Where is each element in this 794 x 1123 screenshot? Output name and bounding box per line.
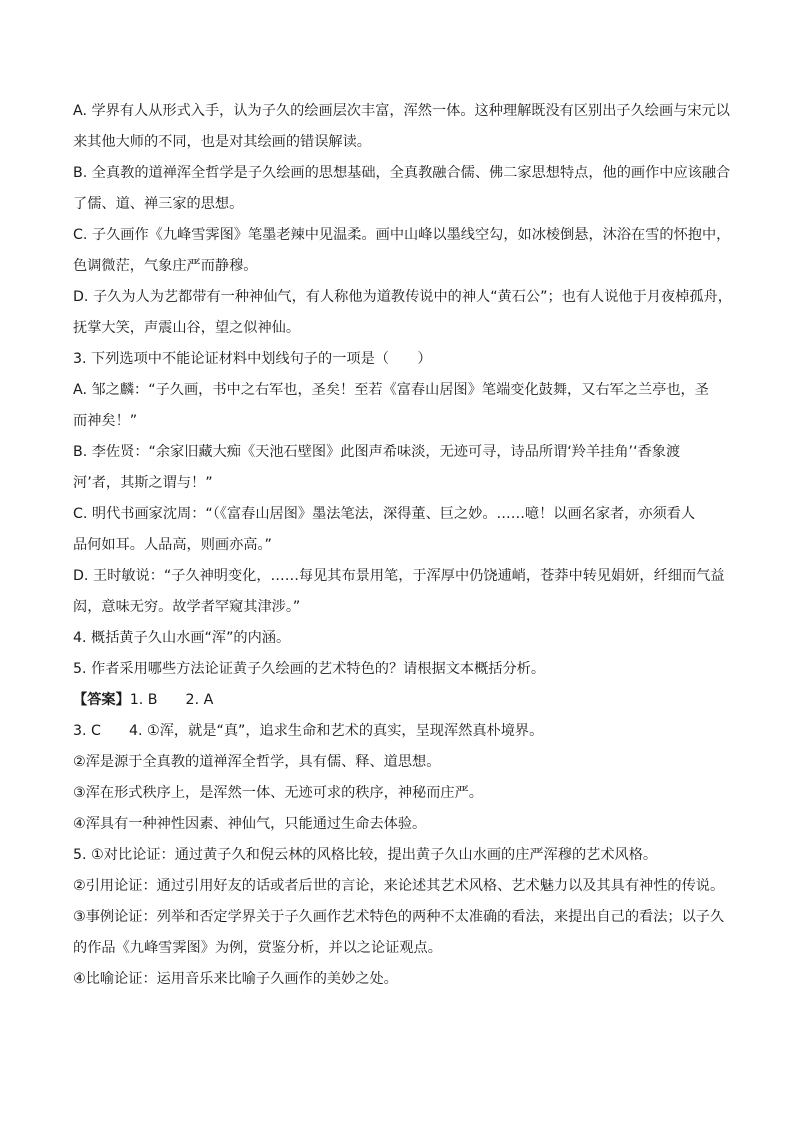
q3-option-b-line-1: B. 李佐贤：“余家旧藏大痴《天池石壁图》此图声希味淡，无迹可寻，诗品所谓‘羚羊挂角’‘香象渡 [73,444,681,460]
q3-option-d-line-1: D. 王时敏说：“子久神明变化，……每见其布景用笔，于浑厚中仍饶逋峭，苍莽中转见娟妍，纤细而气益 [73,568,725,584]
question-4: 4. 概括黄子久山水画“浑”的内涵。 [73,630,291,646]
answer-line: ④比喻论证：运用音乐来比喻子久画作的美妙之处。 [73,971,398,987]
answer-label: 【答案】 [73,692,130,708]
q3-option-a-line-2: 而神矣！” [73,413,138,429]
document-page [73,96,732,995]
answer-line: ③浑在形式秩序上，是浑然一体、无迹可求的秩序，神秘而庄严。 [73,785,483,801]
answer-line: ④浑具有一种神性因素、神仙气，只能通过生命去体验。 [73,816,427,832]
answer-q4-first: 4. ①浑，就是“真”，追求生命和艺术的真实，呈现浑然真朴境界。 [128,723,544,739]
option-b-line-2: 了儒、道、禅三家的思想。 [73,196,244,212]
q3-option-a-line-1: A. 邹之麟：“子久画，书中之右军也，圣矣！至若《富春山居图》笔端变化鼓舞，又右军之兰亭也，圣 [73,382,709,398]
option-d-line-1: D. 子久为人为艺都带有一种神仙气，有人称他为道教传说中的神人“黄石公”；也有人说他于月夜棹孤舟， [73,289,732,305]
answer-q1: 1. B [129,692,158,708]
q3-option-c-line-1: C. 明代书画家沈周：“（《富春山居图》墨法笔法，深得董、巨之妙。……噫！以画名家者，亦须看人 [73,506,696,522]
answer-line: ③事例论证：列举和否定学界关于子久画作艺术特色的两种不太准确的看法，来提出自己的看法；以子久 [73,909,725,925]
answer-line: 的作品《九峰雪霁图》为例，赏鉴分析，并以之论证观点。 [73,940,442,956]
answer-row-2 [73,716,725,747]
answer-q3: 3. C [73,723,101,739]
q3-option-c-line-2: 品何如耳。人品高，则画亦高。” [73,537,272,553]
option-a-line-1: A. 学界有人从形式入手，认为子久的绘画层次丰富，浑然一体。这种理解既没有区别出子久绘画与宋元以 [73,103,730,119]
answer-q2: 2. A [185,692,214,708]
answer-line: ②浑是源于全真教的道禅浑全哲学，具有儒、释、道思想。 [73,754,441,770]
option-c-line-1: C. 子久画作《九峰雪霁图》笔墨老辣中见温柔。画中山峰以墨线空勾，如冰棱倒悬，沐浴在雪的怀抱中， [73,227,731,243]
option-d-line-2: 抚掌大笑，声震山谷，望之似神仙。 [73,320,301,336]
answer-line: ②引用论证：通过引用好友的话或者后世的言论，来论述其艺术风格、艺术魅力以及其具有神性的传说。 [73,878,725,894]
answer-row-1 [73,685,725,716]
q3-option-b-line-2: 河’者，其斯之谓与！” [73,475,213,491]
question-5: 5. 作者采用哪些方法论证黄子久绘画的艺术特色的？请根据文本概括分析。 [73,661,546,677]
option-c-line-2: 色调微茫，气象庄严而静穆。 [73,258,258,274]
question-3: 3. 下列选项中不能论证材料中划线句子的一项是（ ） [73,351,432,367]
option-a-line-2: 来其他大师的不同，也是对其绘画的错误解读。 [73,134,371,150]
q3-option-d-line-2: 闳，意味无穷。故学者罕窥其津涉。” [73,599,301,615]
answer-line: 5. ①对比论证：通过黄子久和倪云林的风格比较，提出黄子久山水画的庄严浑穆的艺术风格。 [73,847,658,863]
option-b-line-1: B. 全真教的道禅浑全哲学是子久绘画的思想基础，全真教融合儒、佛二家思想特点，他的画作中应该融合 [73,165,731,181]
